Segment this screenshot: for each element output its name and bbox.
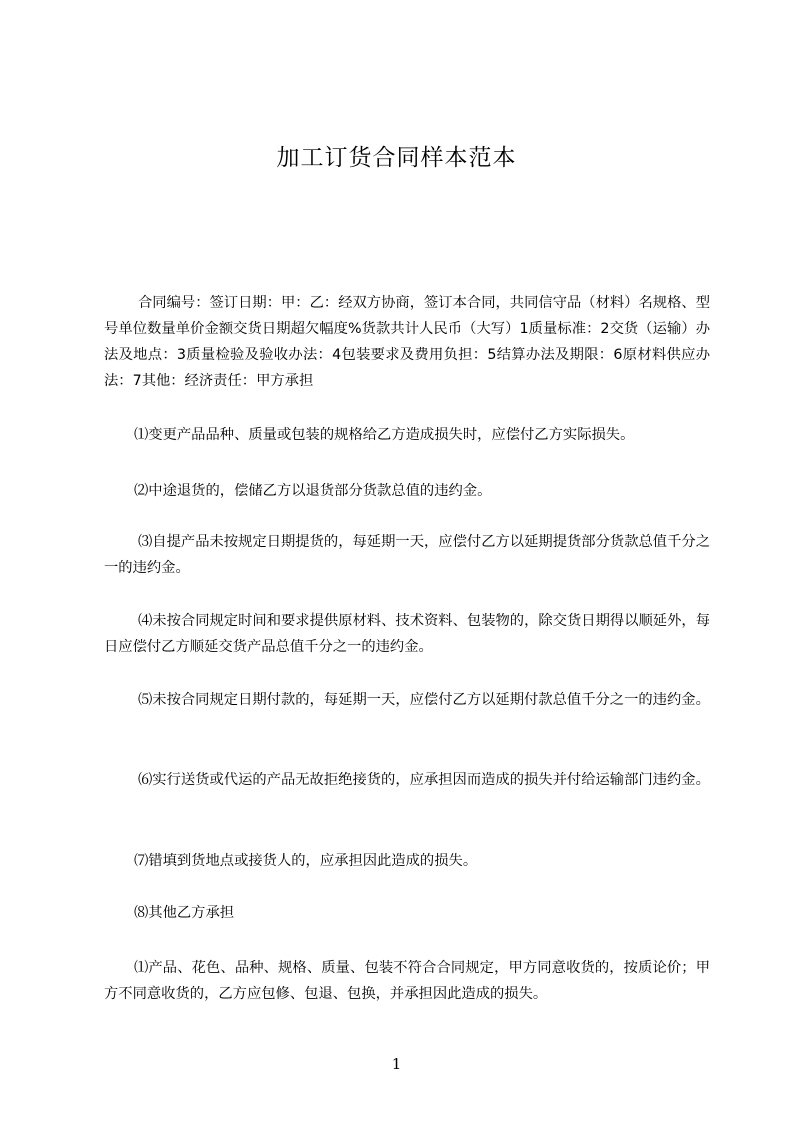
clause-paragraph: ⑴变更产品品种、质量或包装的规格给乙方造成损失时，应偿付乙方实际损失。 bbox=[134, 427, 635, 443]
clause-paragraph: ⑷未按合同规定时间和要求提供原材料、技术资料、包装物的，除交货日期得以顺延外，每日应偿付乙方顺延交货产品总值千分之一的违约金。 bbox=[104, 613, 710, 655]
document-title: 加工订货合同样本范本 bbox=[276, 145, 517, 171]
clause-paragraph: ⑵中途退货的，偿储乙方以退货部分货款总值的违约金。 bbox=[134, 483, 492, 499]
clause-paragraph: ⑶自提产品未按规定日期提货的，每延期一天，应偿付乙方以延期提货部分货款总值千分之一的违约金。 bbox=[104, 534, 710, 576]
contract-intro-paragraph: 合同编号：签订日期：甲：乙：经双方协商，签订本合同，共同信守品（材料）名规格、型号单位数量单价金额交货日期超欠幅度%货款共计人民币（大写）1质量标准：2交货（运输）办法及地点：3质量检验及验收办法：4包装要求及费用负担：5结算办法及期限：6原材料供应办法：7其他：经济责任：甲方承担 bbox=[104, 295, 710, 389]
clause-paragraph: ⑴产品、花色、品种、规格、质量、包装不符合合同规定，甲方同意收货的，按质论价；甲方不同意收货的，乙方应包修、包退、包换，并承担因此造成的损失。 bbox=[104, 960, 710, 1002]
clause-heading-paragraph: ⑻其他乙方承担 bbox=[134, 905, 235, 921]
clause-paragraph: ⑹实行送货或代运的产品无故拒绝接货的，应承担因而造成的损失并付给运输部门违约金。 bbox=[138, 772, 710, 788]
clause-paragraph: ⑺错填到货地点或接货人的，应承担因此造成的损失。 bbox=[134, 853, 478, 869]
page-number: 1 bbox=[391, 1055, 402, 1073]
clause-paragraph: ⑸未按合同规定日期付款的，每延期一天，应偿付乙方以延期付款总值千分之一的违约金。 bbox=[138, 692, 710, 708]
